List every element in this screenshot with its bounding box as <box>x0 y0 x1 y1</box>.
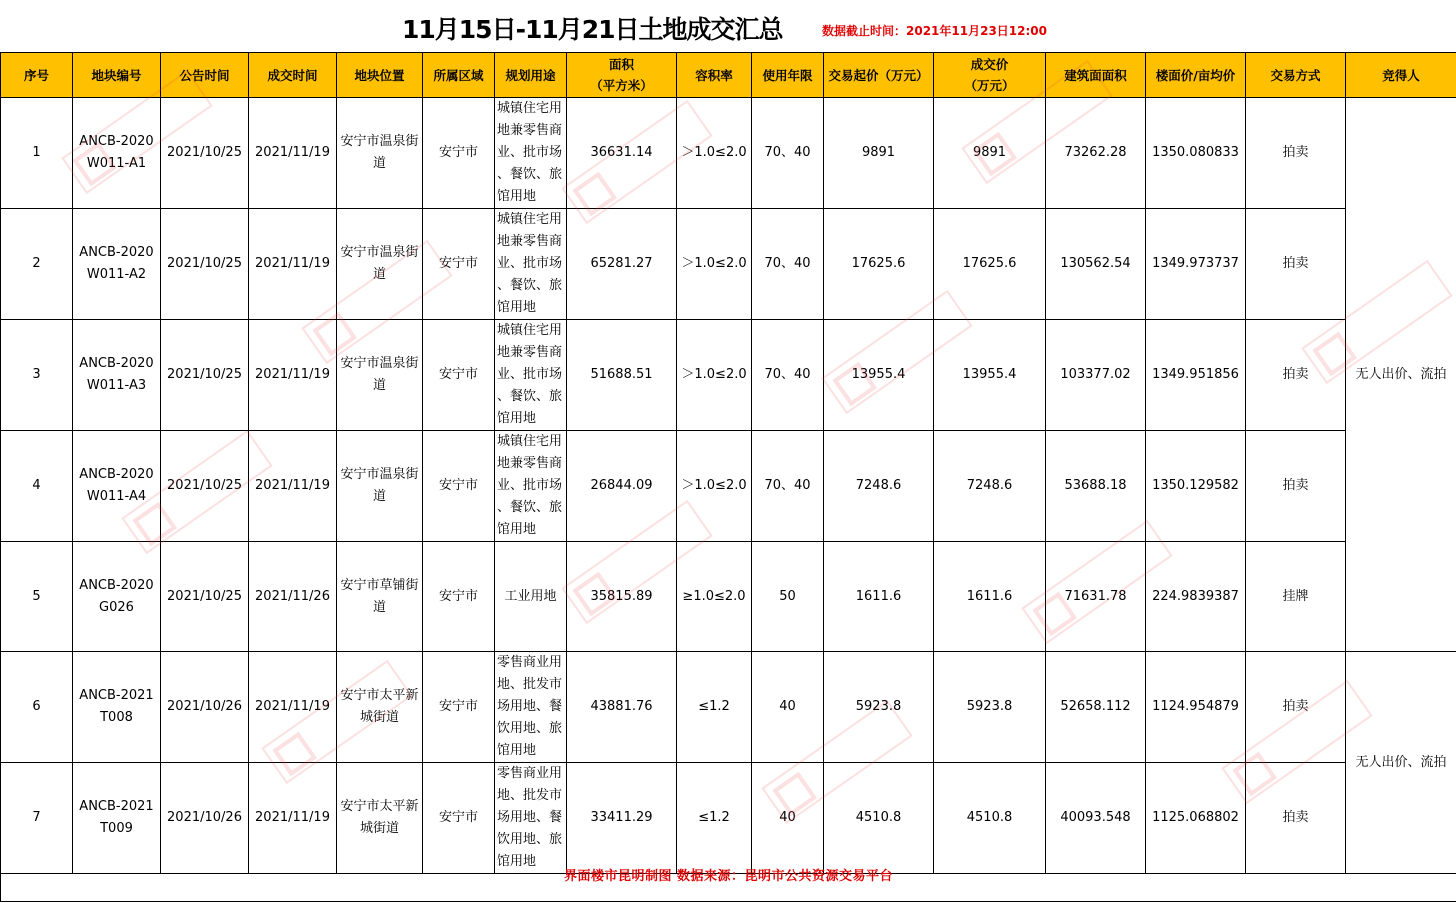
cell-start-price: 9891 <box>824 98 934 209</box>
header-district: 所属区域 <box>423 53 495 98</box>
use-line: 地兼零售商 <box>497 345 563 360</box>
cell-district: 安宁市 <box>423 431 495 542</box>
use-line: 业、批市场 <box>497 256 563 271</box>
cell-area: 33411.29 <box>567 763 677 874</box>
cell-mode: 拍卖 <box>1246 320 1346 431</box>
cell-deal-date: 2021/11/19 <box>249 320 337 431</box>
cell-seq: 3 <box>1 320 73 431</box>
cell-start-price: 5923.8 <box>824 652 934 763</box>
plot-id-line: ANCB-2021 <box>79 799 154 814</box>
cell-plot-id <box>73 652 161 763</box>
cell-notice-date: 2021/10/25 <box>161 209 249 320</box>
cell-term: 70、40 <box>752 431 824 542</box>
location-line: 道 <box>372 599 386 615</box>
plot-id-line: ANCB-2020 <box>79 245 154 260</box>
data-cutoff-note: 数据截止时间：2021年11月23日12:00 <box>822 24 1047 38</box>
cell-area: 51688.51 <box>567 320 677 431</box>
table-row <box>1 542 1456 652</box>
cell-deal-price: 4510.8 <box>934 763 1046 874</box>
cell-district: 安宁市 <box>423 763 495 874</box>
land-deal-table <box>0 52 1456 874</box>
location-line: 安宁市温泉街 <box>340 467 419 482</box>
header-mode: 交易方式 <box>1246 53 1346 98</box>
cell-planned-use <box>495 652 567 763</box>
use-line: 零售商业用 <box>497 655 563 670</box>
cell-far: ＞1.0≤2.0 <box>677 431 752 542</box>
cell-term: 40 <box>752 652 824 763</box>
use-line: 馆用地 <box>497 854 537 869</box>
cell-location <box>337 320 423 431</box>
cell-floor-area: 73262.28 <box>1046 98 1146 209</box>
cell-location <box>337 209 423 320</box>
cell-area: 65281.27 <box>567 209 677 320</box>
cell-floor-area: 103377.02 <box>1046 320 1146 431</box>
use-line: 地、批发市 <box>497 788 563 803</box>
cell-deal-date: 2021/11/19 <box>249 652 337 763</box>
use-line: 饮用地、旅 <box>497 721 563 736</box>
location-line: 城街道 <box>359 710 399 725</box>
cell-notice-date: 2021/10/26 <box>161 652 249 763</box>
header-plot: 地块编号 <box>73 53 161 98</box>
cell-unit-price: 1349.973737 <box>1146 209 1246 320</box>
use-line: 馆用地 <box>497 189 537 204</box>
title-row <box>0 0 1456 53</box>
cell-unit-price: 224.9839387 <box>1146 542 1246 652</box>
cell-notice-date: 2021/10/26 <box>161 763 249 874</box>
use-line: 地兼零售商 <box>497 456 563 471</box>
cell-deal-price: 5923.8 <box>934 652 1046 763</box>
use-line: 城镇住宅用 <box>497 434 563 449</box>
plot-id-line: W011-A2 <box>86 267 147 282</box>
cell-mode: 拍卖 <box>1246 431 1346 542</box>
use-line: 馆用地 <box>497 522 537 537</box>
table-row <box>1 209 1456 320</box>
cell-plot-id <box>73 320 161 431</box>
plot-id-line: ANCB-2020 <box>79 467 154 482</box>
plot-id-line: W011-A1 <box>86 156 147 171</box>
cell-far: ＞1.0≤2.0 <box>677 209 752 320</box>
cell-seq: 7 <box>1 763 73 874</box>
cell-unit-price: 1350.080833 <box>1146 98 1246 209</box>
header-unit-price: 楼面价/亩均价 <box>1146 53 1246 98</box>
cell-area: 35815.89 <box>567 542 677 652</box>
use-line: 馆用地 <box>497 300 537 315</box>
header-deal-price: 成交价 （万元） <box>934 53 1046 98</box>
plot-id-line: W011-A3 <box>86 378 147 393</box>
use-line: 业、批市场 <box>497 145 563 160</box>
cell-floor-area: 53688.18 <box>1046 431 1146 542</box>
cell-seq: 6 <box>1 652 73 763</box>
cell-deal-price: 7248.6 <box>934 431 1046 542</box>
header-area: 面积 （平方米） <box>567 53 677 98</box>
location-line: 道 <box>372 156 386 171</box>
header-floor-area: 建筑面面积 <box>1046 53 1146 98</box>
cell-deal-date: 2021/11/19 <box>249 431 337 542</box>
header-term: 使用年限 <box>752 53 824 98</box>
use-line: 、餐饮、旅 <box>497 500 563 515</box>
use-line: 地、批发市 <box>497 677 563 692</box>
plot-id-line: ANCB-2021 <box>79 688 154 703</box>
location-line: 道 <box>372 267 386 282</box>
cell-term: 50 <box>752 542 824 652</box>
cell-deal-date: 2021/11/26 <box>249 542 337 652</box>
cell-notice-date: 2021/10/25 <box>161 98 249 209</box>
use-line: 业、批市场 <box>497 367 563 382</box>
use-line: 城镇住宅用 <box>497 101 563 116</box>
plot-id-line: W011-A4 <box>86 489 147 504</box>
plot-id-line: G026 <box>99 599 134 615</box>
cell-seq: 1 <box>1 98 73 209</box>
cell-seq: 4 <box>1 431 73 542</box>
cell-term: 70、40 <box>752 209 824 320</box>
header-location: 地块位置 <box>337 53 423 98</box>
use-line: 饮用地、旅 <box>497 832 563 847</box>
cell-unit-price: 1349.951856 <box>1146 320 1246 431</box>
cell-location <box>337 98 423 209</box>
location-line: 安宁市温泉街 <box>340 134 419 149</box>
use-line: 、餐饮、旅 <box>497 278 563 293</box>
use-line: 地兼零售商 <box>497 123 563 138</box>
cell-notice-date: 2021/10/25 <box>161 542 249 652</box>
use-line: 馆用地 <box>497 411 537 426</box>
header-use: 规划用途 <box>495 53 567 98</box>
header-seq: 序号 <box>1 53 73 98</box>
cell-start-price: 4510.8 <box>824 763 934 874</box>
cell-area: 43881.76 <box>567 652 677 763</box>
use-line: 城镇住宅用 <box>497 212 563 227</box>
cell-far: ≤1.2 <box>677 652 752 763</box>
plot-id-line: T009 <box>100 821 133 836</box>
cell-deal-date: 2021/11/19 <box>249 763 337 874</box>
table-row <box>1 652 1456 763</box>
cell-winner: 无人出价、流拍 <box>1346 98 1456 652</box>
cell-winner: 无人出价、流拍 <box>1346 652 1456 874</box>
plot-id-line: T008 <box>100 710 133 725</box>
cell-term: 70、40 <box>752 98 824 209</box>
cell-floor-area: 52658.112 <box>1046 652 1146 763</box>
cell-floor-area: 40093.548 <box>1046 763 1146 874</box>
cell-unit-price: 1124.954879 <box>1146 652 1246 763</box>
cell-far: ＞1.0≤2.0 <box>677 98 752 209</box>
use-line: 业、批市场 <box>497 478 563 493</box>
plot-id-line: ANCB-2020 <box>79 356 154 371</box>
cell-planned-use <box>495 98 567 209</box>
header-notice: 公告时间 <box>161 53 249 98</box>
cell-deal-price: 13955.4 <box>934 320 1046 431</box>
cell-deal-date: 2021/11/19 <box>249 98 337 209</box>
footer <box>0 847 1456 902</box>
cell-planned-use <box>495 542 567 652</box>
table-header-row <box>1 53 1456 98</box>
cell-far: ≤1.2 <box>677 763 752 874</box>
page-title: 11月15日-11月21日土地成交汇总 <box>402 15 783 44</box>
cell-term: 40 <box>752 763 824 874</box>
cell-deal-price: 9891 <box>934 98 1046 209</box>
cell-start-price: 17625.6 <box>824 209 934 320</box>
plot-id-line: ANCB-2020 <box>79 134 154 149</box>
location-line: 安宁市草铺街 <box>340 577 419 593</box>
use-line: 城镇住宅用 <box>497 323 563 338</box>
cell-mode: 拍卖 <box>1246 763 1346 874</box>
header-start-price: 交易起价（万元） <box>824 53 934 98</box>
cell-area: 36631.14 <box>567 98 677 209</box>
header-far: 容积率 <box>677 53 752 98</box>
cell-deal-price: 1611.6 <box>934 542 1046 652</box>
cell-mode: 拍卖 <box>1246 98 1346 209</box>
table-row <box>1 98 1456 209</box>
cell-planned-use <box>495 320 567 431</box>
cell-plot-id <box>73 209 161 320</box>
cell-planned-use <box>495 209 567 320</box>
cell-term: 70、40 <box>752 320 824 431</box>
cell-deal-date: 2021/11/19 <box>249 209 337 320</box>
table-row <box>1 320 1456 431</box>
location-line: 道 <box>372 378 386 393</box>
location-line: 安宁市太平新 <box>340 688 419 703</box>
use-line: 、餐饮、旅 <box>497 167 563 182</box>
cell-far: ＞1.0≤2.0 <box>677 320 752 431</box>
footer-source: 界面楼市昆明制图 数据来源：昆明市公共资源交易平台 <box>563 869 894 884</box>
location-line: 道 <box>372 489 386 504</box>
location-line: 安宁市温泉街 <box>340 356 419 371</box>
cell-start-price: 7248.6 <box>824 431 934 542</box>
location-line: 安宁市太平新 <box>340 799 419 814</box>
cell-unit-price: 1350.129582 <box>1146 431 1246 542</box>
cell-district: 安宁市 <box>423 652 495 763</box>
cell-location <box>337 652 423 763</box>
header-winner: 竞得人 <box>1346 53 1456 98</box>
cell-plot-id <box>73 98 161 209</box>
cell-start-price: 13955.4 <box>824 320 934 431</box>
cell-notice-date: 2021/10/25 <box>161 320 249 431</box>
cell-mode: 拍卖 <box>1246 209 1346 320</box>
use-line: 场用地、餐 <box>497 699 563 714</box>
cell-mode: 拍卖 <box>1246 652 1346 763</box>
cell-floor-area: 130562.54 <box>1046 209 1146 320</box>
cell-notice-date: 2021/10/25 <box>161 431 249 542</box>
header-deal: 成交时间 <box>249 53 337 98</box>
location-line: 安宁市温泉街 <box>340 245 419 260</box>
cell-district: 安宁市 <box>423 98 495 209</box>
table-row <box>1 431 1456 542</box>
cell-start-price: 1611.6 <box>824 542 934 652</box>
cell-district: 安宁市 <box>423 542 495 652</box>
use-line: 、餐饮、旅 <box>497 389 563 404</box>
cell-mode: 挂牌 <box>1246 542 1346 652</box>
cell-location <box>337 542 423 652</box>
plot-id-line: ANCB-2020 <box>79 577 154 593</box>
cell-floor-area: 71631.78 <box>1046 542 1146 652</box>
cell-seq: 2 <box>1 209 73 320</box>
cell-deal-price: 17625.6 <box>934 209 1046 320</box>
use-line: 场用地、餐 <box>497 810 563 825</box>
use-line: 零售商业用 <box>497 766 563 781</box>
use-line: 地兼零售商 <box>497 234 563 249</box>
use-line: 馆用地 <box>497 743 537 758</box>
cell-location <box>337 431 423 542</box>
cell-unit-price: 1125.068802 <box>1146 763 1246 874</box>
cell-plot-id <box>73 542 161 652</box>
cell-planned-use <box>495 431 567 542</box>
cell-far: ≥1.0≤2.0 <box>677 542 752 652</box>
cell-area: 26844.09 <box>567 431 677 542</box>
cell-district: 安宁市 <box>423 209 495 320</box>
use-line: 工业用地 <box>504 588 557 604</box>
cell-district: 安宁市 <box>423 320 495 431</box>
location-line: 城街道 <box>359 821 399 836</box>
cell-plot-id <box>73 431 161 542</box>
cell-seq: 5 <box>1 542 73 652</box>
